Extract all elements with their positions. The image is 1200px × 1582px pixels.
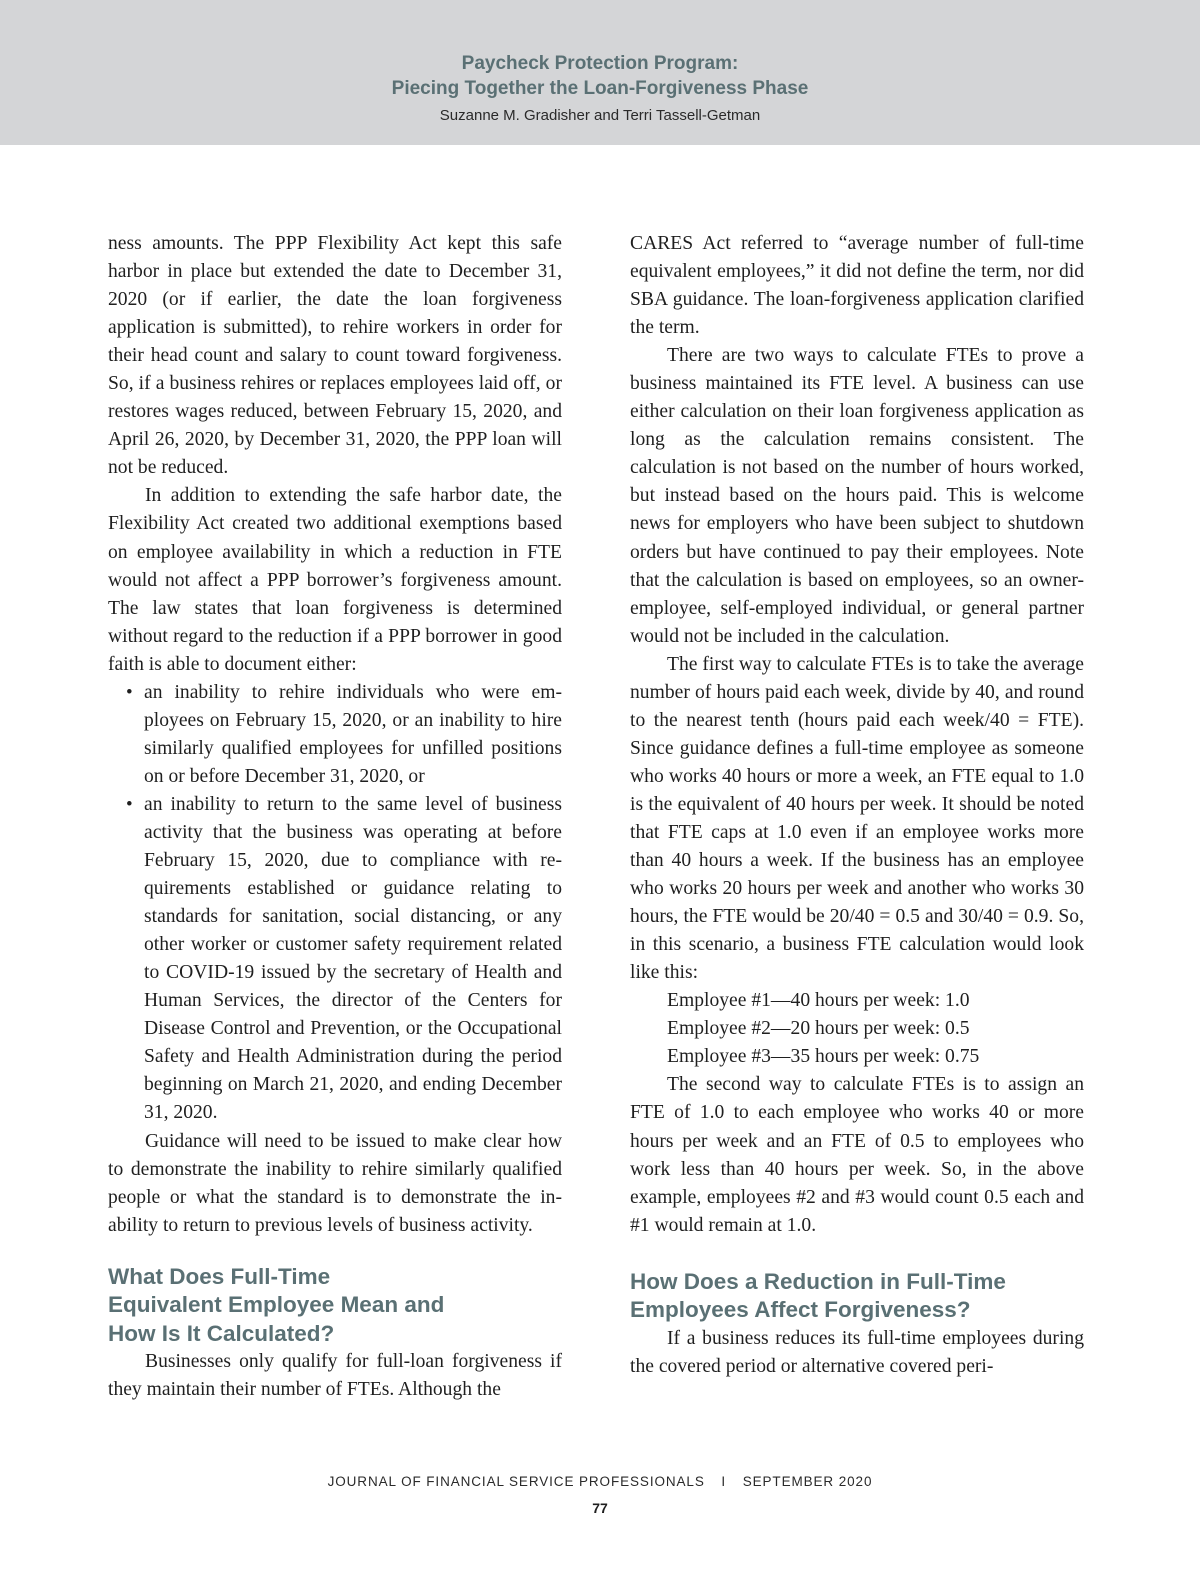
- right-column: [630, 230, 1084, 1381]
- header-title-line-1: Paycheck Protection Program:: [461, 53, 739, 74]
- exemption-list-item: [108, 679, 562, 791]
- exemption-list-item: [108, 791, 562, 1128]
- section-heading-fte-line-1: What Does Full-Time: [108, 1263, 331, 1289]
- exemption-text-2: an inability to return to the same level of business activity that the business was operating at before February 15, 2020, due to compliance with requirements established or guidance relating to standards for sanitation, social distancing, or any other worker or customer safety requirement related to COVID-19 issued by the secretary of Health and Human Services, the director of the Centers for Disease Control and Prevention, or the Occupational Safety and Health Administration during the period beginning on March 21, 2020, and ending December 31, 2020.: [144, 793, 562, 1124]
- page-number: 77: [592, 1500, 608, 1516]
- section-heading-fte-line-2: Equivalent Employee Mean and: [108, 1292, 445, 1318]
- header-title-line-2: Piecing Together the Loan-Forgiveness Phase: [391, 78, 809, 99]
- left-paragraph-2: In addition to extending the safe harbor date, the Flexibility Act created two additional exemptions based on employee availability in which a reduction in FTE would not affect a PPP borrower’s forgiveness amount. The law states that loan forgiveness is determined without regard to the reduction if a PPP borrower in good faith is able to document either:: [108, 485, 562, 675]
- employee-fte-line-1: Employee #1—40 hours per week: 1.0: [667, 990, 970, 1012]
- bullet-icon: •: [126, 681, 133, 703]
- header-authors: Suzanne M. Gradisher and Terri Tassell-Getman: [439, 107, 761, 124]
- running-footer: [0, 1474, 1200, 1489]
- right-paragraph-4: The second way to calculate FTEs is to assign an FTE of 1.0 to each employee who works 40 or more hours per week and an FTE of 0.5 to employees who work less than 40 hours per week. So, in the above example, employees #2 and #3 would count 0.5 each and #1 would remain at 1.0.: [630, 1074, 1084, 1236]
- section-heading-fte: [108, 1263, 562, 1349]
- section-heading-reduction: [630, 1268, 1084, 1325]
- section-heading-reduction-line-2: Employees Affect Forgiveness?: [630, 1297, 971, 1323]
- right-paragraph-2: There are two ways to calculate FTEs to prove a business maintained its FTE level. A business can use either calculation on their loan forgiveness application as long as the calculation remains consistent. The calculation is not based on the number of hours worked, but instead based on the hours paid. This is welcome news for employers who have been subject to shutdown orders but have continued to pay their employees. Note that the calculation is based on employees, so an owner-employee, self-employed individual, or general partner would not be included in the calculation.: [630, 345, 1084, 647]
- employee-fte-line-3: Employee #3—35 hours per week: 0.75: [667, 1046, 980, 1068]
- footer-journal-name: JOURNAL OF FINANCIAL SERVICE PROFESSIONALS: [327, 1474, 705, 1489]
- right-paragraph-3: The first way to calculate FTEs is to take the average number of hours paid each week, divide by 40, and round to the nearest tenth (hours paid each week/40 = FTE). Since guidance defines a full-time employee as someone who works 40 hours or more a week, an FTE equal to 1.0 is the equivalent of 40 hours per week. It should be noted that FTE caps at 1.0 even if an employee works more than 40 hours a week. If the business has an employee who works 20 hours per week and another who works 30 hours, the FTE would be 20/40 = 0.5 and 30/40 = 0.9. So, in this scenario, a business FTE calculation would look like this:: [630, 653, 1084, 984]
- right-paragraph-1: CARES Act referred to “average number of full-time equivalent employees,” it did not define the term, nor did SBA guidance. The loan-forgiveness application clarified the term.: [630, 233, 1084, 339]
- left-paragraph-1: ness amounts. The PPP Flexibility Act kept this safe harbor in place but extended the date to December 31, 2020 (or if earlier, the date the loan forgiveness application is submitted), to rehire workers in order for their head count and salary to count toward forgiveness. So, if a business rehires or replaces employees laid off, or restores wages reduced, between February 15, 2020, and April 26, 2020, by December 31, 2020, the PPP loan will not be reduced.: [108, 233, 562, 479]
- section-heading-fte-line-3: How Is It Calculated?: [108, 1320, 335, 1346]
- section-heading-reduction-line-1: How Does a Reduction in Full-Time: [630, 1268, 1006, 1294]
- footer-separator: I: [721, 1474, 727, 1489]
- running-header: [0, 0, 1200, 145]
- left-column: [108, 230, 562, 1404]
- left-paragraph-3: Guidance will need to be issued to make clear how to demonstrate the inability to rehire similarly qualified people or what the standard is to demonstrate the inability to return to previous levels of business activity.: [108, 1130, 562, 1236]
- footer-date: SEPTEMBER 2020: [742, 1474, 873, 1489]
- exemption-list: [108, 679, 562, 1128]
- left-paragraph-4: Businesses only qualify for full-loan forgiveness if they maintain their number of FTEs. Although the: [108, 1351, 562, 1401]
- bullet-icon: •: [126, 793, 133, 815]
- right-paragraph-5: If a business reduces its full-time employees during the covered period or alternative covered peri-: [630, 1327, 1084, 1377]
- exemption-text-1: an inability to rehire individuals who were employees on February 15, 2020, or an inability to hire similarly qualified employees for unfilled positions on or before December 31, 2020, or: [144, 681, 562, 787]
- employee-fte-line-2: Employee #2—20 hours per week: 0.5: [667, 1018, 970, 1040]
